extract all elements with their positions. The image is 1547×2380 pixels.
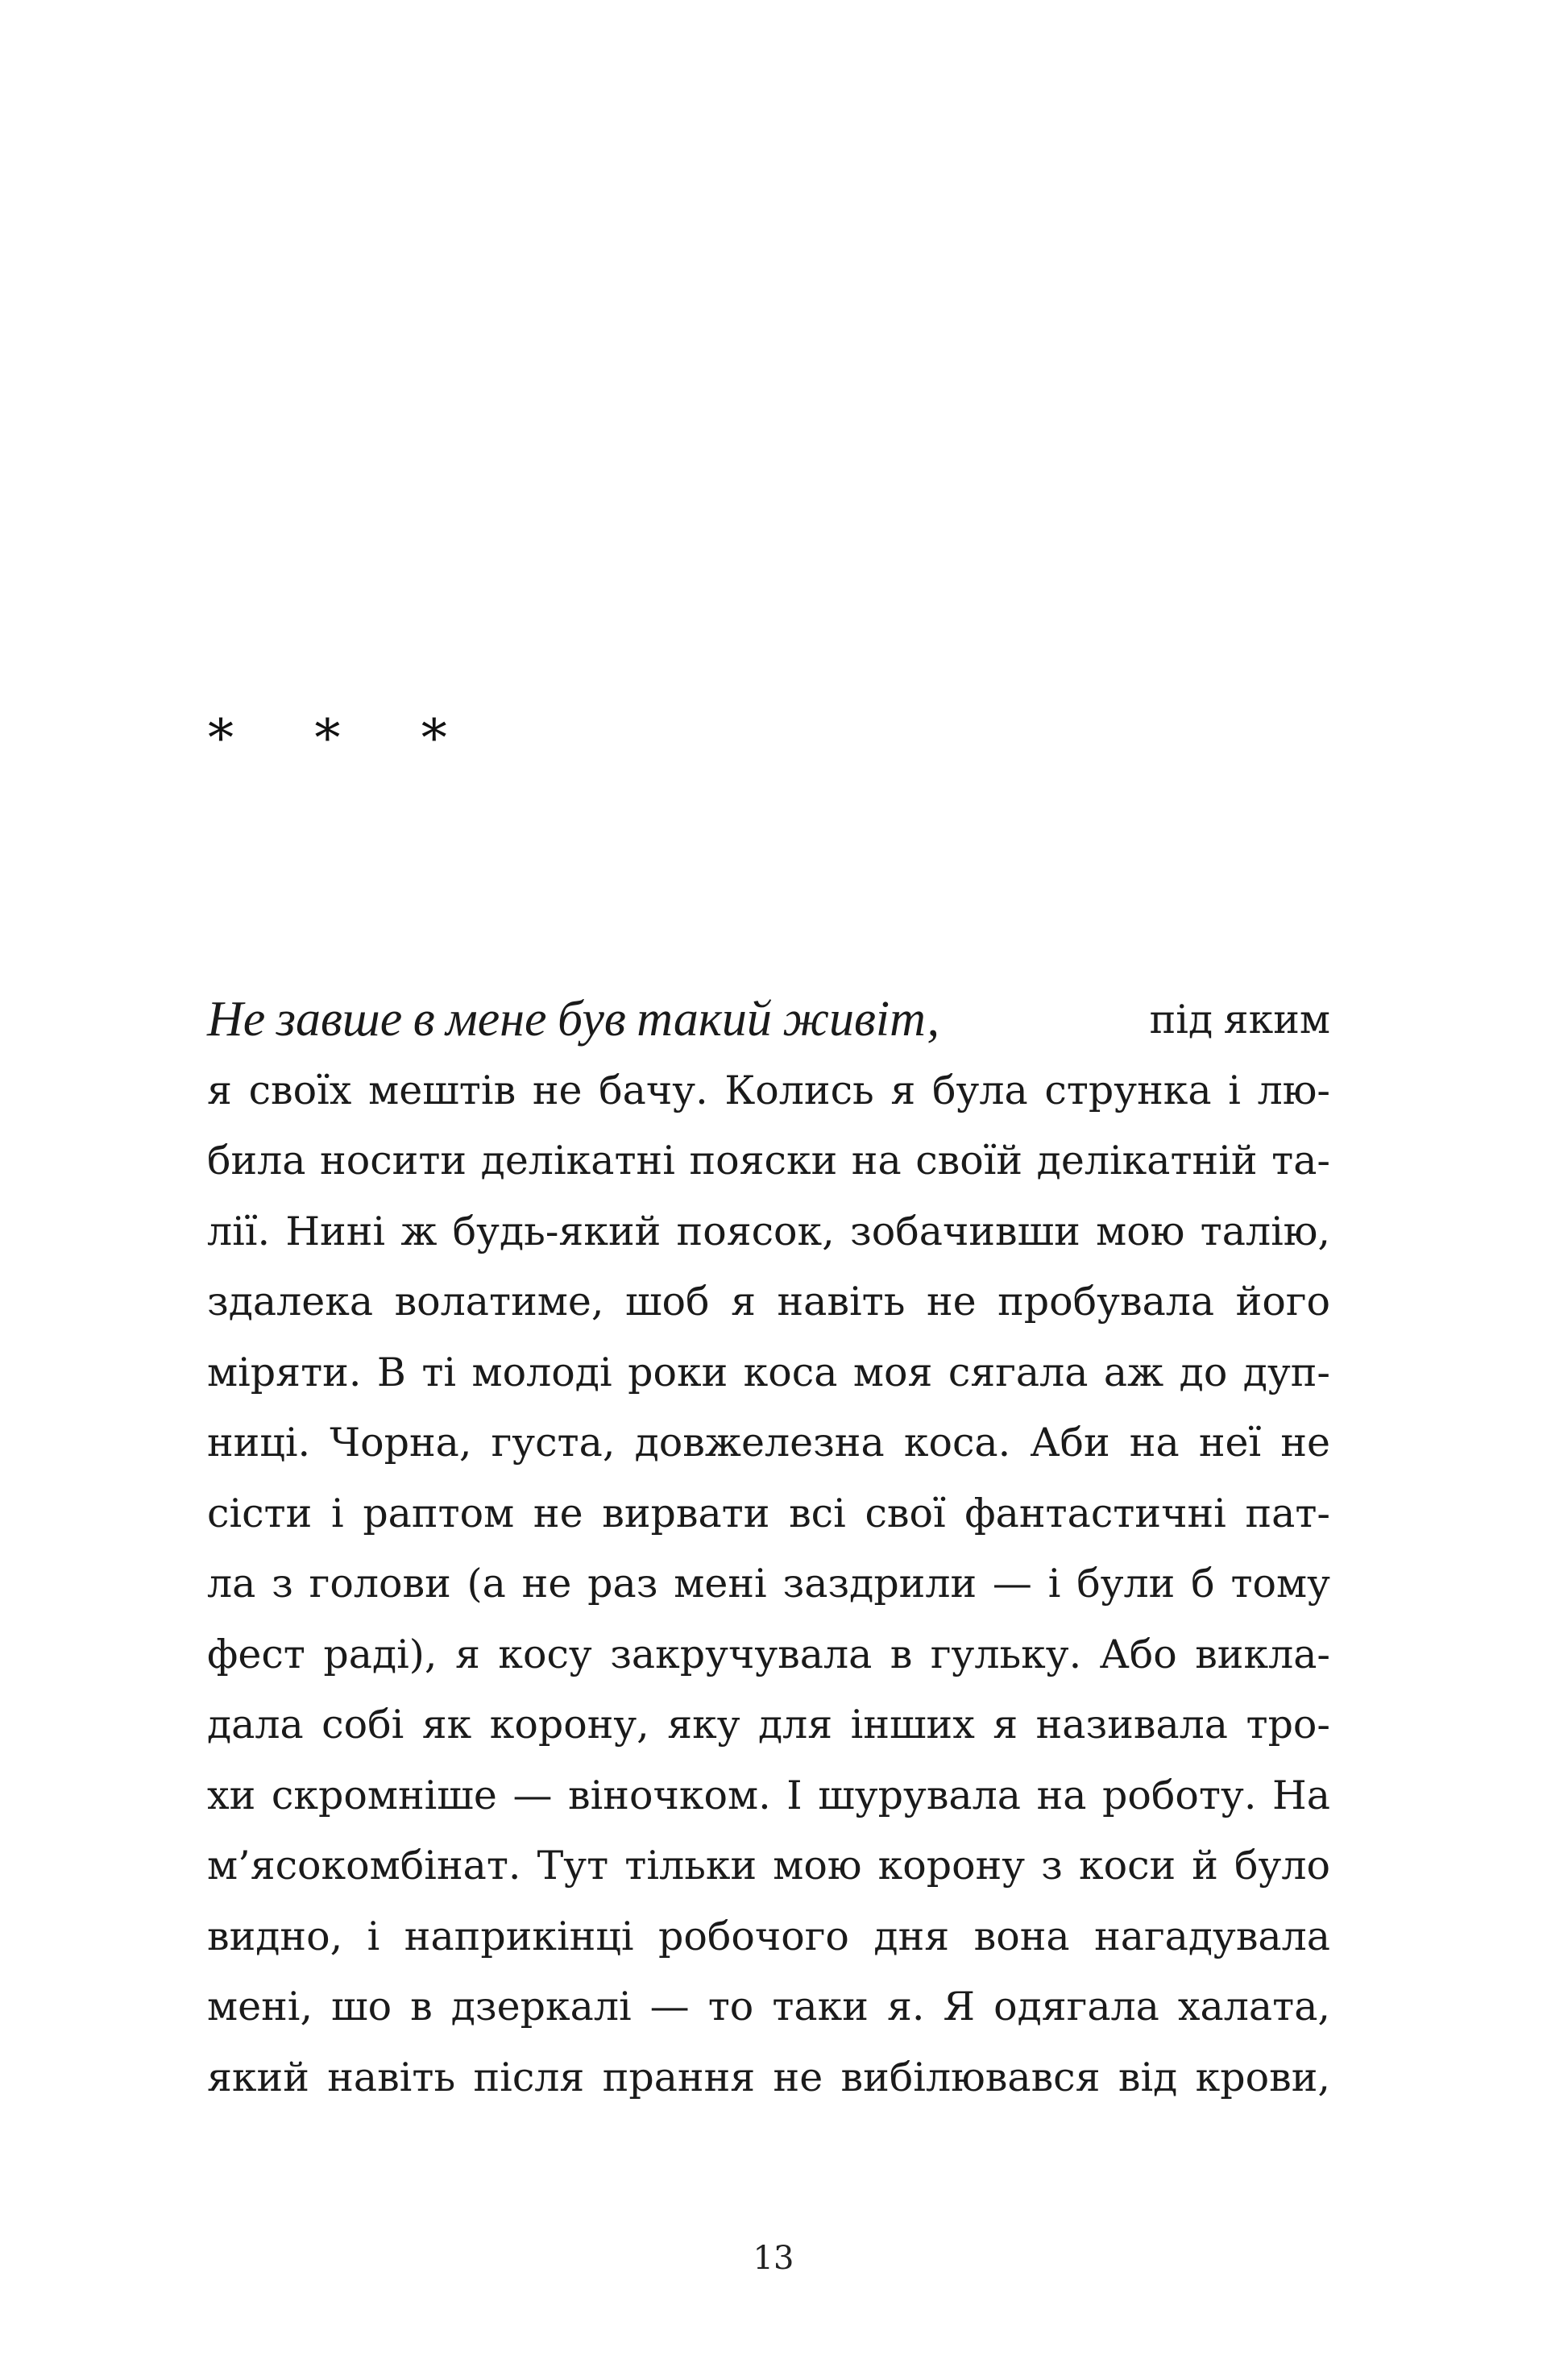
text-line: [207, 1055, 1330, 1126]
text-line: [207, 1972, 1330, 2042]
text-line: [207, 1901, 1330, 1972]
line-text: лії. Нині ж будь-який поясок, зобачивши мою талію,: [207, 1208, 1330, 1254]
text-line: [207, 1196, 1330, 1267]
section-separator: * * *: [208, 709, 479, 769]
text-line: [207, 1760, 1330, 1831]
text-line: [207, 1831, 1330, 1901]
line-text: фест раді), я косу закручувала в гульку. Або викла-: [207, 1631, 1330, 1677]
text-line: [207, 1126, 1330, 1196]
text-line: [207, 1549, 1330, 1619]
text-line: [207, 2042, 1330, 2113]
page-number: 13: [753, 2240, 794, 2277]
line-text: м’ясокомбінат. Тут тільки мою корону з коси й було: [207, 1843, 1330, 1889]
body-text: [207, 985, 1330, 2113]
text-line: [207, 1619, 1330, 1690]
line-text: міряти. В ті молоді роки коса моя сягала аж до дуп-: [207, 1349, 1330, 1395]
text-line: [207, 1267, 1330, 1337]
text-line: [207, 1690, 1330, 1760]
line-text: який навіть після прання не вибілювався від крови,: [207, 2054, 1330, 2100]
opening-script-phrase: Не завше в мене був такий живіт,: [207, 992, 939, 1047]
text-line: [207, 1408, 1330, 1478]
line-text: ла з голови (а не раз мені заздрили — і були б тому: [207, 1561, 1330, 1607]
line-text: ниці. Чорна, густа, довжелезна коса. Аби на неї не: [207, 1420, 1330, 1466]
line-text: я своїх мештів не бачу. Колись я була струнка і лю-: [207, 1067, 1330, 1113]
line-text: сісти і раптом не вирвати всі свої фантастичні пат-: [207, 1490, 1330, 1536]
line-text: дала собі як корону, яку для інших я називала тро-: [207, 1702, 1330, 1748]
text-line: [207, 1478, 1330, 1549]
text-line-continuation: під яким: [1149, 997, 1330, 1043]
line-text: била носити делікатні пояски на своїй делікатній та-: [207, 1138, 1330, 1184]
line-text: здалека волатиме, шоб я навіть не пробувала його: [207, 1279, 1330, 1325]
line-text: видно, і наприкінці робочого дня вона нагадувала: [207, 1913, 1330, 1959]
line-text: мені, шо в дзеркалі — то таки я. Я одягала халата,: [207, 1984, 1330, 2030]
line-text: хи скромніше — віночком. І шурувала на роботу. На: [207, 1772, 1330, 1818]
text-line: [207, 985, 1330, 1055]
text-line: [207, 1337, 1330, 1408]
